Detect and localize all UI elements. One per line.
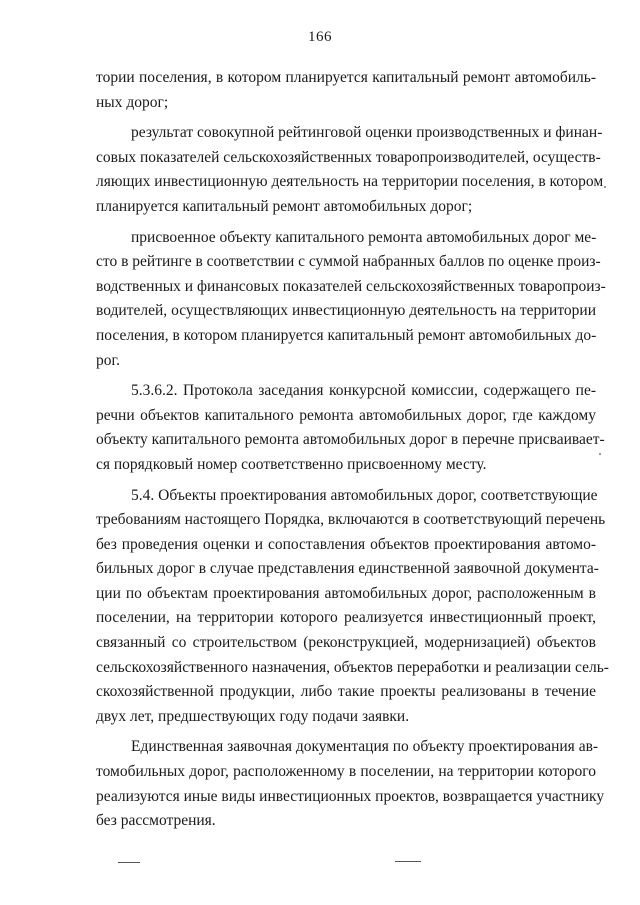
text-line: скохозяйственной продукции, либо такие проекты реализованы в течение [96, 683, 596, 701]
page-number: 166 [308, 29, 332, 45]
text-line: присвоенное объекту капитального ремонта автомобильных дорог ме- [131, 228, 597, 246]
text-line: ных дорог; [96, 93, 169, 111]
paragraph [96, 379, 605, 477]
paragraph [96, 735, 605, 833]
text-line: томобильных дорог, расположенному в поселении, на территории которого [96, 763, 596, 781]
paragraph [96, 226, 606, 374]
text-line: 5.4. Объекты проектирования автомобильных дорог, соответствующие [131, 486, 598, 504]
text-line: связанный со строительством (реконструкцией, модернизацией) объектов [96, 634, 596, 652]
scan-artifact [118, 862, 140, 863]
text-line: рог. [96, 351, 120, 369]
text-line: результат совокупной рейтинговой оценки производственных и финан- [131, 124, 603, 142]
document-body [96, 66, 609, 834]
scan-artifact [395, 861, 421, 862]
paragraph [96, 484, 609, 730]
text-line: бильных дорог в случае представления единственной заявочной документа- [96, 560, 599, 578]
scan-artifact [599, 453, 601, 455]
paragraph [96, 66, 596, 115]
text-line: Единственная заявочная документация по объекту проектирования ав- [131, 738, 599, 756]
text-line: 5.3.6.2. Протокола заседания конкурсной комиссии, содержащего пе- [131, 382, 596, 400]
scan-artifact [604, 186, 606, 188]
text-line: двух лет, предшествующих году подачи заявки. [96, 707, 410, 725]
text-line: без рассмотрения. [96, 812, 216, 830]
text-line: планируется капитальный ремонт автомобильных дорог; [96, 197, 473, 215]
text-line: требованиям настоящего Порядка, включаются в соответствующий перечень [96, 511, 606, 529]
text-line: водителей, осуществляющих инвестиционную деятельность на территории [96, 302, 596, 320]
text-line: совых показателей сельскохозяйственных товаропроизводителей, осуществ- [96, 148, 601, 166]
text-line: водственных и финансовых показателей сельскохозяйственных товаропроиз- [96, 277, 606, 295]
text-line: поселения, в котором планируется капитальный ремонт автомобильных до- [96, 326, 597, 344]
text-line: тории поселения, в котором планируется капитальный ремонт автомобиль- [96, 69, 596, 86]
text-line: ся порядковый номер соответственно присвоенному месту. [96, 455, 487, 473]
text-line: без проведения оценки и сопоставления объектов проектирования автомо- [96, 535, 596, 553]
text-line: реализуются иные виды инвестиционных проектов, возвращается участнику [96, 787, 605, 805]
text-line: сто в рейтинге в соответствии с суммой набранных баллов по оценке произ- [96, 253, 601, 271]
text-line: речни объектов капитального ремонта автомобильных дорог, где каждому [96, 406, 596, 424]
text-line: объекту капитального ремонта автомобильных дорог в перечне присваивает- [96, 431, 605, 449]
text-line: поселении, на территории которого реализуется инвестиционный проект, [96, 609, 596, 627]
text-line: ляющих инвестиционную деятельность на территории поселения, в котором [96, 173, 604, 191]
text-line: ции по объектам проектирования автомобильных дорог, расположенным в [96, 584, 596, 602]
paragraph [96, 121, 604, 219]
text-line: сельскохозяйственного назначения, объектов переработки и реализации сель- [96, 658, 609, 676]
